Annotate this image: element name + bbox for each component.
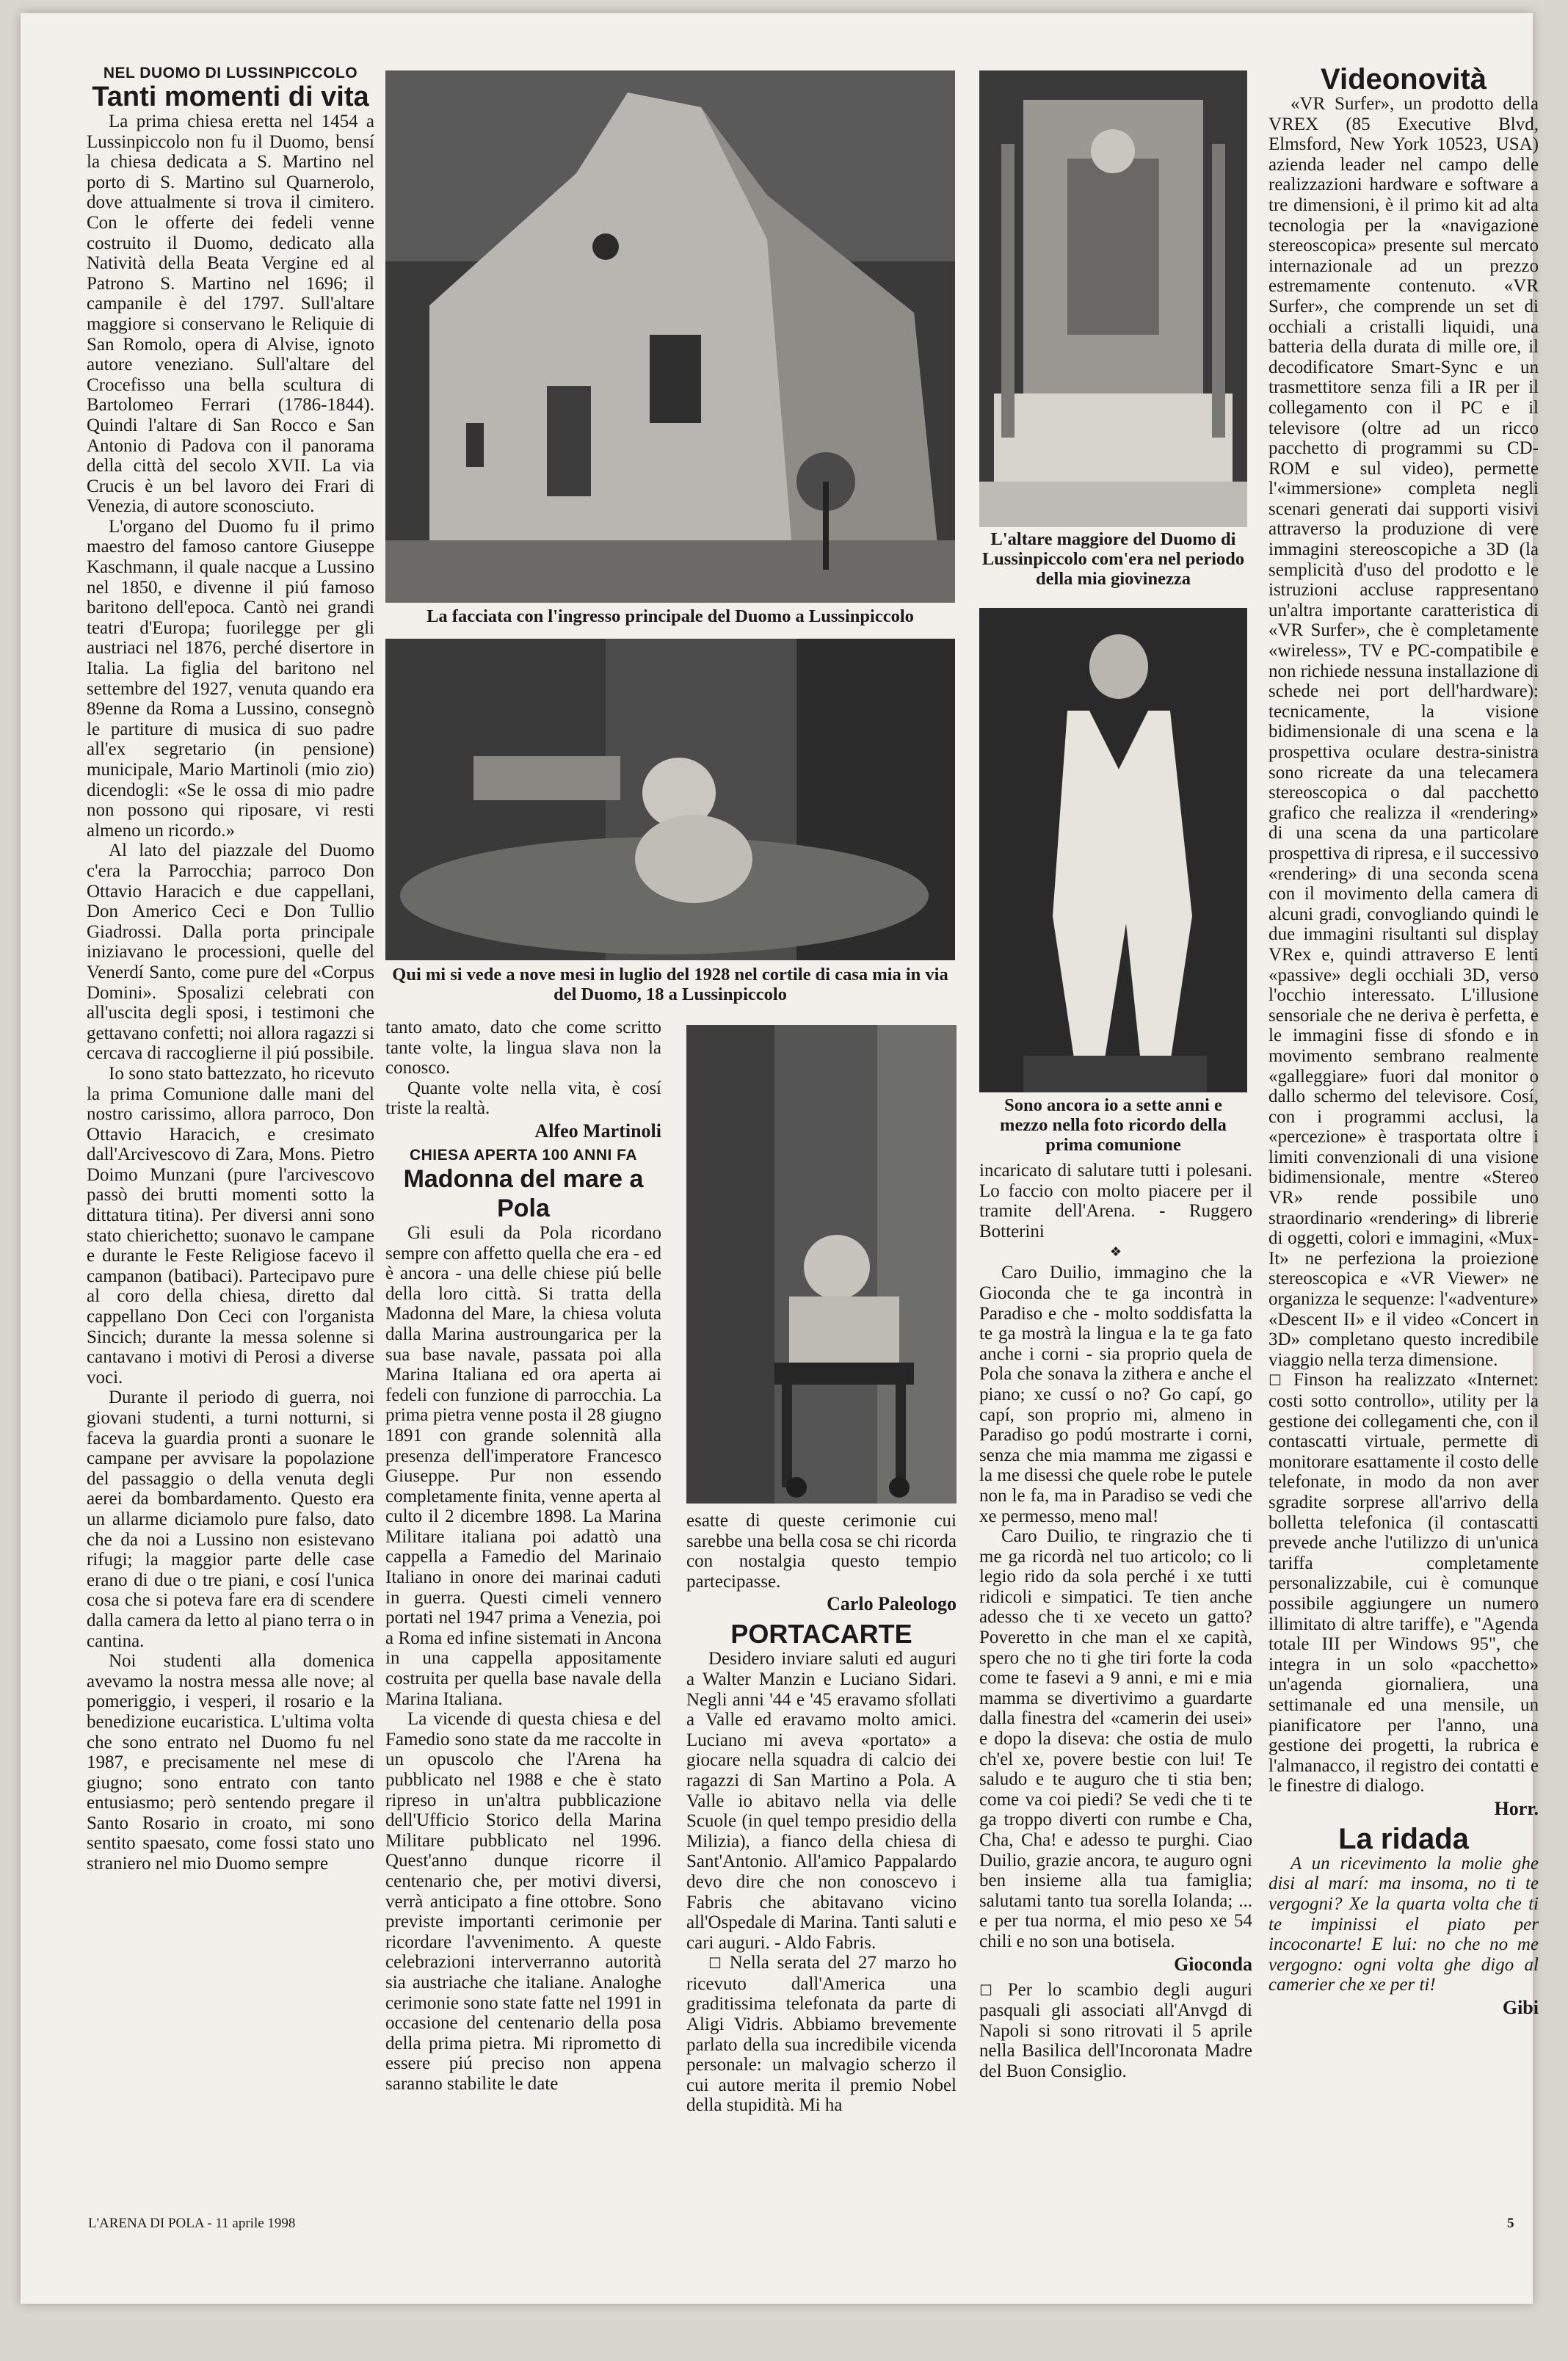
article-body: [979, 1263, 1252, 1951]
separator-diamond-icon: ❖: [1109, 1244, 1122, 1260]
article-body: [87, 112, 374, 1874]
paragraph: Caro Duilio, te ringrazio che ti me ga ricordà nel tuo articolo; co li legio rido da sola perché i xe tutti ridicoli e simpatici. Te tien anche adesso che ti xe veceto un gatto? Poveretto in che man el xe capità, spero che no ti ghe tiri forte la coda come te fasevi a 9 anni, e mi e mia mamma se divertivimo a guardarte dalla finestra del «camerin dei usei» e dopo la diseva: che ostia de mulo ch'el xe, povere bestie con lui! Te saludo e te auguro che ti stia ben; come va coi piedi? Se vedi che ti te ga troppo diverti con rumbe e Cha, Cha, Cha! e adesso te purghi. Ciao Duilio, grazie ancora, te auguro ogni ben insieme alla tua famiglia; salutami tanto tua sorella Iolanda; ... e per tua norma, el mio peso xe 54 chili e no son una botisela.: [979, 1526, 1252, 1951]
checkbox-icon: ☐: [1268, 1371, 1282, 1390]
caption-altar: L'altare maggiore del Duomo di Lussinpiccolo com'era nel periodo della mia giovinezza: [981, 529, 1245, 589]
author-signature: Alfeo Martinoli: [534, 1120, 661, 1142]
paragraph: Al lato del piazzale del Duomo c'era la Parrocchia; parroco Don Ottavio Haracich e due cappellani, Don Americo Ceci e Don Tullio Giadrossi. Dalla porta principale iniziavano le processioni, quelle del Venerdí Santo, come pure del «Corpus Domini». Sposalizi celebrati con all'uscita degli sposi, i testimoni che gettavano confetti; noi allora ragazzi si cercava di raccoglierne il piú possibile.: [87, 841, 374, 1064]
author-signature: Gibi: [1502, 1997, 1539, 2019]
article-duomo: [87, 65, 374, 1874]
paragraph: «VR Surfer», un prodotto della VREX (85 Executive Blvd, Elmsford, New York 10523, USA) azienda leader nel campo delle realizzazioni hardware e software a tre dimensioni, è il primo kit ad alta tecnologia per la «navigazione stereoscopica» presente sul mercato internazionale ad un prezzo estremamente contenuto. «VR Surfer», che comprende un set di occhiali a cristalli liquidi, una batteria della durata di mille ore, il decodificatore Smart-Sync e un trasmettitore senza fili a IR per il collegamento con il PC e il televisore (oltre ad un ricco pacchetto di programmi su CD-ROM e sul video), permette l'«immersione» completa negli scenari generati dai supporti visivi attraverso la produzione di vere immagini stereoscopiche a 3D (la semplicità d'uso del prodotto e le istruzioni accluse rappresentano un'altra importante caratteristica di «VR Surfer», che è completamente «wireless», TV e PC-compatibile e non richiede nessuna installazione di schede nei port dell'hardware): tecnicamente, la visione bidimensionale di una scena e la prospettiva oculare destra-sinistra sono ricreate da una telecamera stereoscopica o dal pacchetto grafico che realizza il «rendering» di una scena da una particolare prospettiva di ripresa, e il successivo «rendering» di una seconda scena con il movimento della camera di alcuni gradi, convogliando quindi le due immagini risultanti sul display VRex e, quindi attraverso E lenti «passive» degli occhiali 3D, verso l'occhio interessato. L'illusione sensoriale che ne deriva è perfetta, e le immagini fisse di sfondo e in movimento sembrano realmente «galleggiare» fuori dal monitor o dallo schermo del televisore. Cosí, con i programmi acclusi, la «percezione» è trasportata oltre i limiti convenzionali di una visione bidimensionale, mentre «Stereo VR» rende possibile uno straordinario «rendering» di librerie di oggetti, colori e immagini, «Mux-It» ne perfeziona la proiezione stereoscopica e «VR Viewer» ne organizza le sequenze: l'«adventure» «Descent II» e il video «Concert in 3D» completano questo incredibile viaggio nella terza dimensione.: [1268, 94, 1539, 1370]
paragraph: Io sono stato battezzato, ho ricevuto la prima Comunione dalle mani del nostro carissimo, allora parroco, Don Ottavio Haracich, e cresimato dall'Arcivescovo di Zara, Mons. Pietro Doimo Munzani (pure l'arcivescovo passò dei brutti momenti sotto la dittatura titina). Per diversi anni sono stato chierichetto; suonavo le campane e durante le Feste Religiose facevo il campanon (batibaci). Partecipavo pure al coro della chiesa, diretto dal cappellano Don Ceci con l'organista Sincich; durante la messa solenne si cantavano i motivi di Perosi a diverse voci.: [87, 1063, 374, 1388]
paragraph: Desidero inviare saluti ed auguri a Walter Manzin e Luciano Sidari. Negli anni '44 e '45 eravamo sfollati a Valle ed eravamo molto amici. Luciano mi aveva «portato» a giocare nella squadra di calcio dei ragazzi di San Martino a Pola. A Valle io abitavo nella via delle Scuole (in quel tempo presidio della Milizia), a fianco della chiesa di Sant'Antonio. All'amico Pappalardo devo dire che non conoscevo i Fabris che abitavano vicino all'Ospedale di Marina. Tanti saluti e cari auguri. - Aldo Fabris.: [686, 1649, 957, 1953]
paragraph: ☐ Finson ha realizzato «Internet: costi sotto controllo», utility per la gestione dei collegamenti che, con il contascatti virtuale, permette di monitorare esattamente il costo delle telefonate, in modo da non aver sgradite sorprese all'arrivo della bolletta telefonica (il contascatti prevede anche l'utilizzo di un'unica tariffa completamente personalizzabile, cui è comunque possibile aggiungere un numero illimitato di altre tariffe), e "Agenda totale III per Windows 95", che integra in un solo «pacchetto» un'agenda giornaliera, una settimanale ed una mensile, un pianificatore per l'anno, una gestione dei progetti, la rubrica e l'almanacco, il registro dei contatti e le finestre di dialogo.: [1268, 1370, 1539, 1796]
photo-baby-courtyard: [385, 639, 955, 960]
article-body: [385, 1223, 661, 2095]
article-body: [1268, 94, 1539, 1796]
paragraph: A un ricevimento la molie ghe disi al marí: ma insoma, no ti te vergogni? Xe la quarta volta che ti te impinissi el piato per incoconarte! E lui: no che no me vergogno: ogni volta ghe digo al camerier che xe per ti!: [1268, 1853, 1539, 1995]
paragraph: Caro Duilio, immagino che la Gioconda che te ga incontrà in Paradiso e che - molto soddisfatta la te ga mostrà la lingua e la te ga fato anche i corni - sia proprio quela de Pola che sonava la zithera e anche el piano; xe cussí o no? Go capí, go capí, son proprio mi, almeno in Paradiso go podú mostrarte i corni, senza che mia mamma me zigassi e la me disessi che quele robe le putele non le fa, ma in Paradiso se vedi che xe permesso, meno mal!: [979, 1263, 1252, 1526]
caption-baby: Qui mi si vede a nove mesi in luglio del 1928 nel cortile di casa mia in via del Duomo, 18 a Lussinpiccolo: [392, 965, 948, 1004]
photo-duomo-facade: [385, 70, 955, 603]
paragraph: Gli esuli da Pola ricordano sempre con affetto quella che era - ed è ancora - una delle chiese piú belle della loro città. Si tratta della Madonna del Mare, la chiesa voluta dalla Marina austroungarica per la sua base navale, passata poi alla Marina Italiana ed ora aperta ai fedeli con funzione di parrocchia. La prima pietra venne posta il 28 giugno 1891 con grande solennità alla presenza dell'imperatore Francesco Giuseppe. Pur non essendo completamente finita, venne aperta al culto il 2 dicembre 1898. La Marina Militare italiana poi adattò una cappella a Famedio del Marinaio Italiano in onore dei marinai caduti in guerra. Questi cimeli vennero portati nel 1947 prima a Venezia, poi a Roma ed infine sistemati in Ancona in una cappella appositamente costruita per quella base navale della Marina Italiana.: [385, 1222, 661, 1709]
article-headline: La ridada: [1338, 1822, 1469, 1855]
paragraph: ☐ Per lo scambio degli auguri pasquali gli associati all'Anvgd di Napoli si sono ritrovati il 5 aprile nella Basilica dell'Incoronata Madre del Buon Consiglio.: [979, 1979, 1252, 2081]
newspaper-page: [21, 13, 1539, 2304]
page-number: 5: [1507, 2216, 1514, 2231]
photo-first-communion: [979, 608, 1247, 1092]
article-kicker: CHIESA APERTA 100 ANNI FA: [409, 1146, 638, 1164]
caption-first-communion: Sono ancora io a sette anni e mezzo nella foto ricordo della prima comunione: [1000, 1095, 1227, 1155]
article-body: [686, 1649, 957, 2116]
paragraph: Noi studenti alla domenica avevamo la nostra messa alle nove; al pomeriggio, i vesperi, il rosario e la benedizione eucaristica. L'ultima volta che sono entrato nel Duomo fu nel 1987, e precisamente nel mese di giugno; sono entrato con tanto entusiasmo; però sentendo pregare il Santo Rosario in croato, mi sono sentito spaesato, come fossi stato uno straniero nel mio Duomo sempre: [87, 1651, 374, 1874]
paragraph: esatte di queste cerimonie cui sarebbe una bella cosa se chi ricorda con nostalgia questo tempio partecipasse.: [686, 1511, 957, 1592]
paragraph: La vicende di questa chiesa e del Famedio sono state da me raccolte in un opuscolo che l'Arena ha pubblicato nel 1988 e che è stato ripreso in un'altra pubblicazione dell'Ufficio Storico della Marina Militare pubblicato nel 1996. Quest'anno dunque ricorre il centenario che, per motivi diversi, verrà anticipato a fine ottobre. Sono previste importanti cerimonie per ricordare l'avvenimento. A queste celebrazioni interverranno autorità sia austriache che italiane. Analoghe cerimonie sono state fatte nel 1991 in occasione del centenario della posa della prima pietra. Mi riprometto di essere piú preciso non appena saranno stabilite le date: [385, 1709, 661, 2094]
article-headline: PORTACARTE: [730, 1619, 912, 1650]
paragraph: Durante il periodo di guerra, noi giovani studenti, a turni notturni, si faceva la guardia pronti a suonare le campane per avvisare la popolazione del passaggio o della venuta degli aerei da bombardamento. Questo era un allarme diciamolo pure falso, dato che da noi a Lussino non esistevano rifugi; la maggior parte delle case erano di due o tre piani, e cosí l'unica cosa che si poteva fare era di scendere dalla camera da letto al piano terra o in cantina.: [87, 1388, 374, 1651]
photo-baby-highchair: [686, 1025, 957, 1504]
article-headline: Videonovità: [1321, 63, 1487, 95]
paragraph: L'organo del Duomo fu il primo maestro del famoso cantore Giuseppe Kaschmann, il quale nacque a Lussino nel 1850, e divenne il piú famoso baritono dell'epoca. Cantò nei grandi teatri d'Europa; fuorilegge per gli austriaci nel 1876, perché disertore in Italia. La figlia del baritono nel settembre del 1927, venuta quando era 89enne da Roma a Lussino, consegnò le partiture di musica di suo padre all'ex segretario (in pensione) municipale, Mario Martinoli (mio zio) dicendogli: «Se le ossa di mio padre non possono qui riposare, vi resti almeno un ricordo.»: [87, 516, 374, 841]
article-col2: [385, 1018, 661, 2095]
caption-facade: La facciata con l'ingresso principale del Duomo a Lussinpiccolo: [427, 606, 914, 626]
joke-text: [1268, 1854, 1539, 1995]
author-signature: Gioconda: [1174, 1953, 1252, 1975]
photo-main-altar: [979, 70, 1247, 527]
article-kicker: NEL DUOMO DI LUSSINPICCOLO: [103, 65, 358, 81]
paragraph: Quante volte nella vita, è cosí triste la realtà.: [385, 1078, 661, 1119]
paragraph: tanto amato, dato che come scritto tante volte, la lingua slava non la conosco.: [385, 1018, 661, 1078]
footer-publication: L'ARENA DI POLA - 11 aprile 1998: [88, 2216, 296, 2231]
paragraph: ☐ Nella serata del 27 marzo ho ricevuto dall'America una graditissima telefonata da parte di Aligi Vidris. Abbiamo brevemente parlato della sua incredibile vicenda personale: un malvagio scherzo il cui autore merita il premio Nobel della stupidità. Mi ha: [686, 1953, 957, 2116]
article-col3: [686, 1511, 957, 2116]
author-signature: Carlo Paleologo: [827, 1593, 957, 1615]
article-headline: Madonna del mare a Pola: [403, 1164, 644, 1222]
article-col4: [979, 1161, 1252, 2082]
checkbox-icon: ☐: [979, 1981, 992, 1999]
article-headline: Tanti momenti di vita: [92, 81, 369, 112]
author-signature: Horr.: [1494, 1797, 1539, 1819]
paragraph: incaricato di salutare tutti i polesani. Lo faccio con molto piacere per il tramite dell'Arena. - Ruggero Botterini: [979, 1161, 1252, 1241]
article-videonovita: [1268, 65, 1539, 2023]
checkbox-icon: ☐: [708, 1954, 722, 1973]
paragraph: La prima chiesa eretta nel 1454 a Lussinpiccolo non fu il Duomo, bensí la chiesa dedicata a S. Martino nel porto di S. Martino sul Quarnerolo, dove attualmente si trova il cimitero. Con le offerte dei fedeli venne costruito il Duomo, dedicato alla Natività della Beata Vergine ed al Patrono S. Martino nel 1696; il campanile è del 1797. Sull'altare maggiore si conservano le Reliquie di San Romolo, opera di Alvise, ignoto autore veneziano. Sull'altare del Crocefisso una bella scultura di Bartolomeo Ferrari (1786-1844). Quindi l'altare di San Rocco e San Antonio di Padova con il panorama della città del secolo XVII. La via Crucis è un bel lavoro dei Frari di Venezia, di autore sconosciuto.: [87, 112, 374, 517]
